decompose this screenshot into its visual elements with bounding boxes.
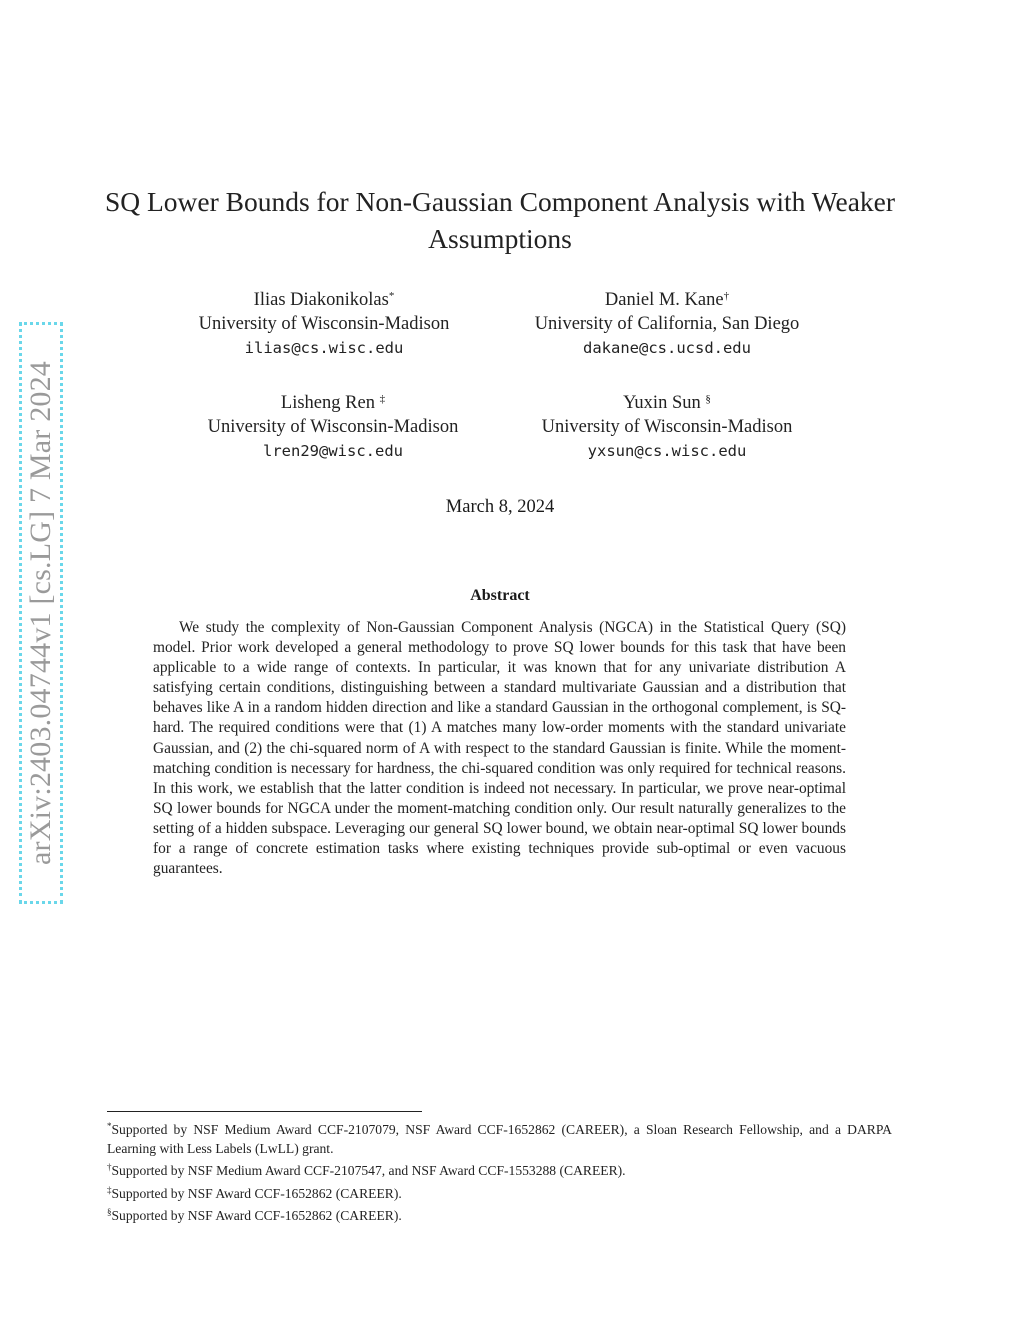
footnote-divider bbox=[107, 1111, 422, 1112]
author-name: Daniel M. Kane bbox=[604, 290, 724, 310]
footnote-text: Supported by NSF Medium Award CCF-2107547, and NSF Award CCF-1553288 (CAREER). bbox=[111, 1163, 626, 1179]
author-block-3 bbox=[183, 387, 483, 463]
author-block-1 bbox=[174, 284, 474, 360]
author-affiliation: University of Wisconsin-Madison bbox=[207, 417, 459, 437]
footnote bbox=[107, 1203, 892, 1226]
author-name: Ilias Diakonikolas bbox=[253, 290, 389, 310]
author-affiliation: University of Wisconsin-Madison bbox=[541, 417, 793, 437]
arxiv-identifier: arXiv:2403.04744v1 [cs.LG] 7 Mar 2024 bbox=[24, 361, 57, 865]
footnote-mark: § bbox=[107, 1207, 112, 1218]
author-affiliation: University of California, San Diego bbox=[534, 314, 800, 334]
footnote-mark: ‡ bbox=[107, 1184, 112, 1195]
author-footnote-mark: * bbox=[388, 290, 395, 302]
footnote-mark: † bbox=[107, 1162, 112, 1173]
footnote bbox=[107, 1158, 892, 1181]
footnote-text: Supported by NSF Medium Award CCF-2107079, NSF Award CCF-1652862 (CAREER), a Sloan Research Fellowship, and a DARPA Learning with Less Labels (LwLL) grant. bbox=[107, 1122, 892, 1156]
author-email: yxsun@cs.wisc.edu bbox=[587, 442, 747, 460]
footnote bbox=[107, 1181, 892, 1204]
author-footnote-mark: † bbox=[723, 290, 730, 302]
abstract-heading: Abstract bbox=[470, 587, 530, 604]
author-block-4 bbox=[517, 387, 817, 463]
author-block-2 bbox=[507, 284, 827, 360]
footnote bbox=[107, 1117, 892, 1158]
author-footnote-mark: ‡ bbox=[379, 393, 386, 405]
author-footnote-mark: § bbox=[705, 393, 711, 405]
paper-title: SQ Lower Bounds for Non-Gaussian Component Analysis with Weaker Assumptions bbox=[104, 186, 896, 254]
abstract-body: We study the complexity of Non-Gaussian Component Analysis (NGCA) in the Statistical Query (SQ) model. Prior work developed a general methodology to prove SQ lower bounds for this task that have been applicable to a wide range of contexts. In particular, it was known that for any univariate distribution A satisfying certain conditions, distinguishing between a standard multivariate Gaussian and a distribution that behaves like A in a random hidden direction and like a standard Gaussian in the orthogonal complement, is SQ-hard. The required conditions were that (1) A matches many low-order moments with the standard univariate Gaussian, and (2) the chi-squared norm of A with respect to the standard Gaussian is finite. While the moment-matching condition is necessary for hardness, the chi-squared condition was only required for technical reasons. In this work, we establish that the latter condition is indeed not necessary. In particular, we prove near-optimal SQ lower bounds for NGCA under the moment-matching condition only. Our result naturally generalizes to the setting of a hidden subspace. Leveraging our general SQ lower bound, we obtain near-optimal SQ lower bounds for a range of concrete estimation tasks where existing techniques provide sub-optimal or even vacuous guarantees. bbox=[153, 619, 846, 878]
author-name: Lisheng Ren bbox=[280, 393, 375, 413]
footnotes bbox=[107, 1117, 892, 1226]
footnote-text: Supported by NSF Award CCF-1652862 (CAREER). bbox=[111, 1185, 402, 1201]
author-email: dakane@cs.ucsd.edu bbox=[583, 339, 751, 357]
footnote-text: Supported by NSF Award CCF-1652862 (CAREER). bbox=[111, 1208, 402, 1224]
arxiv-stamp bbox=[19, 322, 63, 904]
footnote-mark: * bbox=[107, 1121, 112, 1131]
author-email: lren29@wisc.edu bbox=[263, 442, 403, 460]
paper-date: March 8, 2024 bbox=[445, 497, 555, 517]
author-email: ilias@cs.wisc.edu bbox=[244, 339, 404, 357]
author-affiliation: University of Wisconsin-Madison bbox=[198, 314, 450, 334]
author-name: Yuxin Sun bbox=[623, 393, 701, 413]
